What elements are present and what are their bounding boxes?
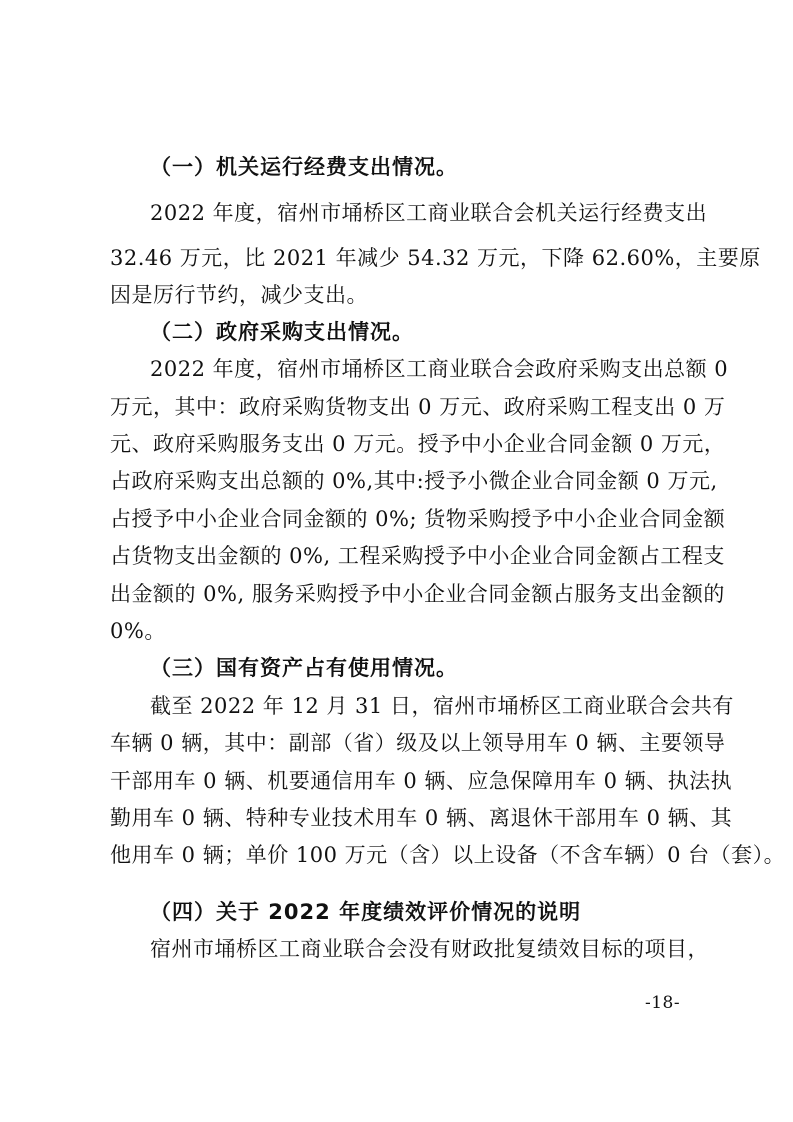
section-heading-1: （一）机关运行经费支出情况。 [150,155,458,179]
paragraph-line: 车辆 0 辆，其中：副部（省）级及以上领导用车 0 辆、主要领导 [110,731,726,755]
section-heading-4: （四）关于 2022 年度绩效评价情况的说明 [150,900,582,924]
paragraph-line: 占政府采购支出总额的 0%,其中:授予小微企业合同金额 0 万元, [110,469,718,493]
section-heading-3: （三）国有资产占有使用情况。 [150,656,458,680]
section-heading-2: （二）政府采购支出情况。 [150,320,414,344]
paragraph-line: 他用车 0 辆；单价 100 万元（含）以上设备（不含车辆）0 台（套）。 [110,843,786,867]
paragraph-line: 32.46 万元，比 2021 年减少 54.32 万元，下降 62.60%，主要原 [110,246,761,270]
paragraph-line: 2022 年度，宿州市埇桥区工商业联合会机关运行经费支出 [150,201,708,225]
paragraph-line: 截至 2022 年 12 月 31 日，宿州市埇桥区工商业联合会共有 [150,694,734,718]
paragraph-line: 宿州市埇桥区工商业联合会没有财政批复绩效目标的项目， [150,937,709,961]
page-number: -18- [645,993,681,1013]
paragraph-line: 0%。 [110,619,166,643]
paragraph-line: 2022 年度，宿州市埇桥区工商业联合会政府采购支出总额 0 [150,357,729,381]
paragraph-line: 占授予中小企业合同金额的 0%; 货物采购授予中小企业合同金额 [110,507,726,531]
paragraph-line: 万元，其中：政府采购货物支出 0 万元、政府采购工程支出 0 万 [110,395,726,419]
paragraph-line: 元、政府采购服务支出 0 万元。授予中小企业合同金额 0 万元， [110,432,726,456]
paragraph-line: 占货物支出金额的 0%, 工程采购授予中小企业合同金额占工程支 [110,544,725,568]
paragraph-line: 出金额的 0%, 服务采购授予中小企业合同金额占服务支出金额的 [110,582,725,606]
paragraph-line: 干部用车 0 辆、机要通信用车 0 辆、应急保障用车 0 辆、执法执 [110,769,733,793]
paragraph-line: 勤用车 0 辆、特种专业技术用车 0 辆、离退休干部用车 0 辆、其 [110,806,733,830]
paragraph-line: 因是厉行节约，减少支出。 [110,283,368,307]
